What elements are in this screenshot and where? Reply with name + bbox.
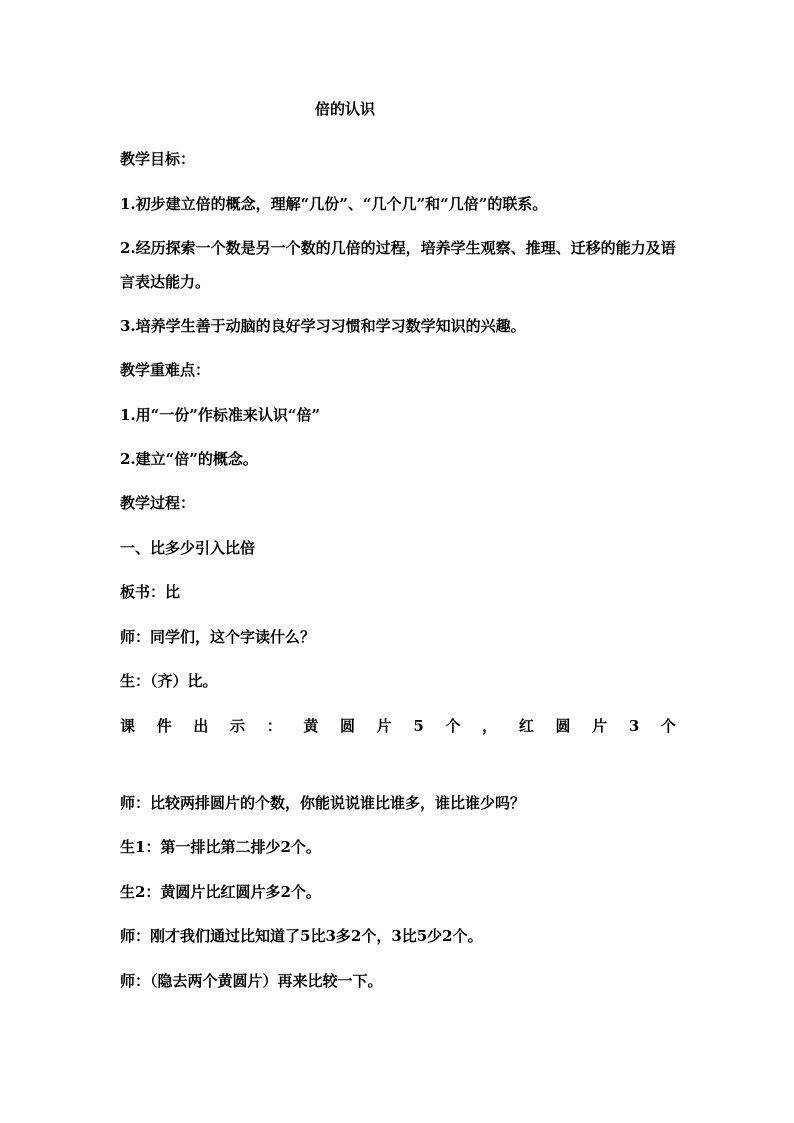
teacher-line-4: 师：（隐去两个黄圆片）再来比较一下。 <box>120 972 383 990</box>
key-point-1: 1.用“一份”作标准来认识“倍” <box>120 406 321 424</box>
spread-char: 黄 <box>303 717 319 735</box>
spread-char: 圆 <box>555 717 571 735</box>
teacher-line-1: 师：同学们，这个字读什么？ <box>120 628 316 646</box>
spread-char: 红 <box>518 717 534 735</box>
student-line-1: 生：（齐）比。 <box>120 672 218 690</box>
document-title: 倍的认识 <box>314 100 375 118</box>
spread-char: 个 <box>660 717 676 735</box>
section-heading-key-points: 教学重难点： <box>120 361 211 379</box>
spread-char: 3 <box>628 717 640 735</box>
student-line-2: 生1：第一排比第二排少2个。 <box>120 838 321 856</box>
teacher-line-3: 师：刚才我们通过比知道了5比3多2个，3比5少2个。 <box>120 927 483 945</box>
spread-char: 示 <box>230 717 246 735</box>
section-heading-objectives: 教学目标： <box>120 150 196 168</box>
spread-char: 圆 <box>340 717 356 735</box>
courseware-line <box>120 709 676 743</box>
spread-char: 片 <box>376 717 392 735</box>
section-heading-process: 教学过程： <box>120 494 196 512</box>
student-line-3: 生2：黄圆片比红圆片多2个。 <box>120 883 321 901</box>
spread-char: 件 <box>156 717 172 735</box>
spread-char: 片 <box>592 717 608 735</box>
spread-char: ： <box>266 717 282 735</box>
spread-char: ， <box>482 717 498 735</box>
key-point-2: 2.建立“倍”的概念。 <box>120 450 258 468</box>
process-step-1: 一、比多少引入比倍 <box>120 539 256 557</box>
objective-2: 2.经历探索一个数是另一个数的几倍的过程，培养学生观察、推理、迁移的能力及语言表达能力。 <box>120 239 676 291</box>
objective-3: 3.培养学生善于动脑的良好学习习惯和学习数学知识的兴趣。 <box>120 317 526 335</box>
spread-char: 课 <box>120 717 136 735</box>
spread-char: 个 <box>445 717 461 735</box>
objective-1: 1.初步建立倍的概念，理解“几份”、“几个几”和“几倍”的联系。 <box>120 195 548 213</box>
spread-char: 5 <box>413 717 424 735</box>
spread-char: 出 <box>193 717 209 735</box>
teacher-line-2: 师：比较两排圆片的个数，你能说说谁比谁多，谁比谁少吗？ <box>120 794 526 812</box>
board-writing: 板书：比 <box>120 583 181 601</box>
